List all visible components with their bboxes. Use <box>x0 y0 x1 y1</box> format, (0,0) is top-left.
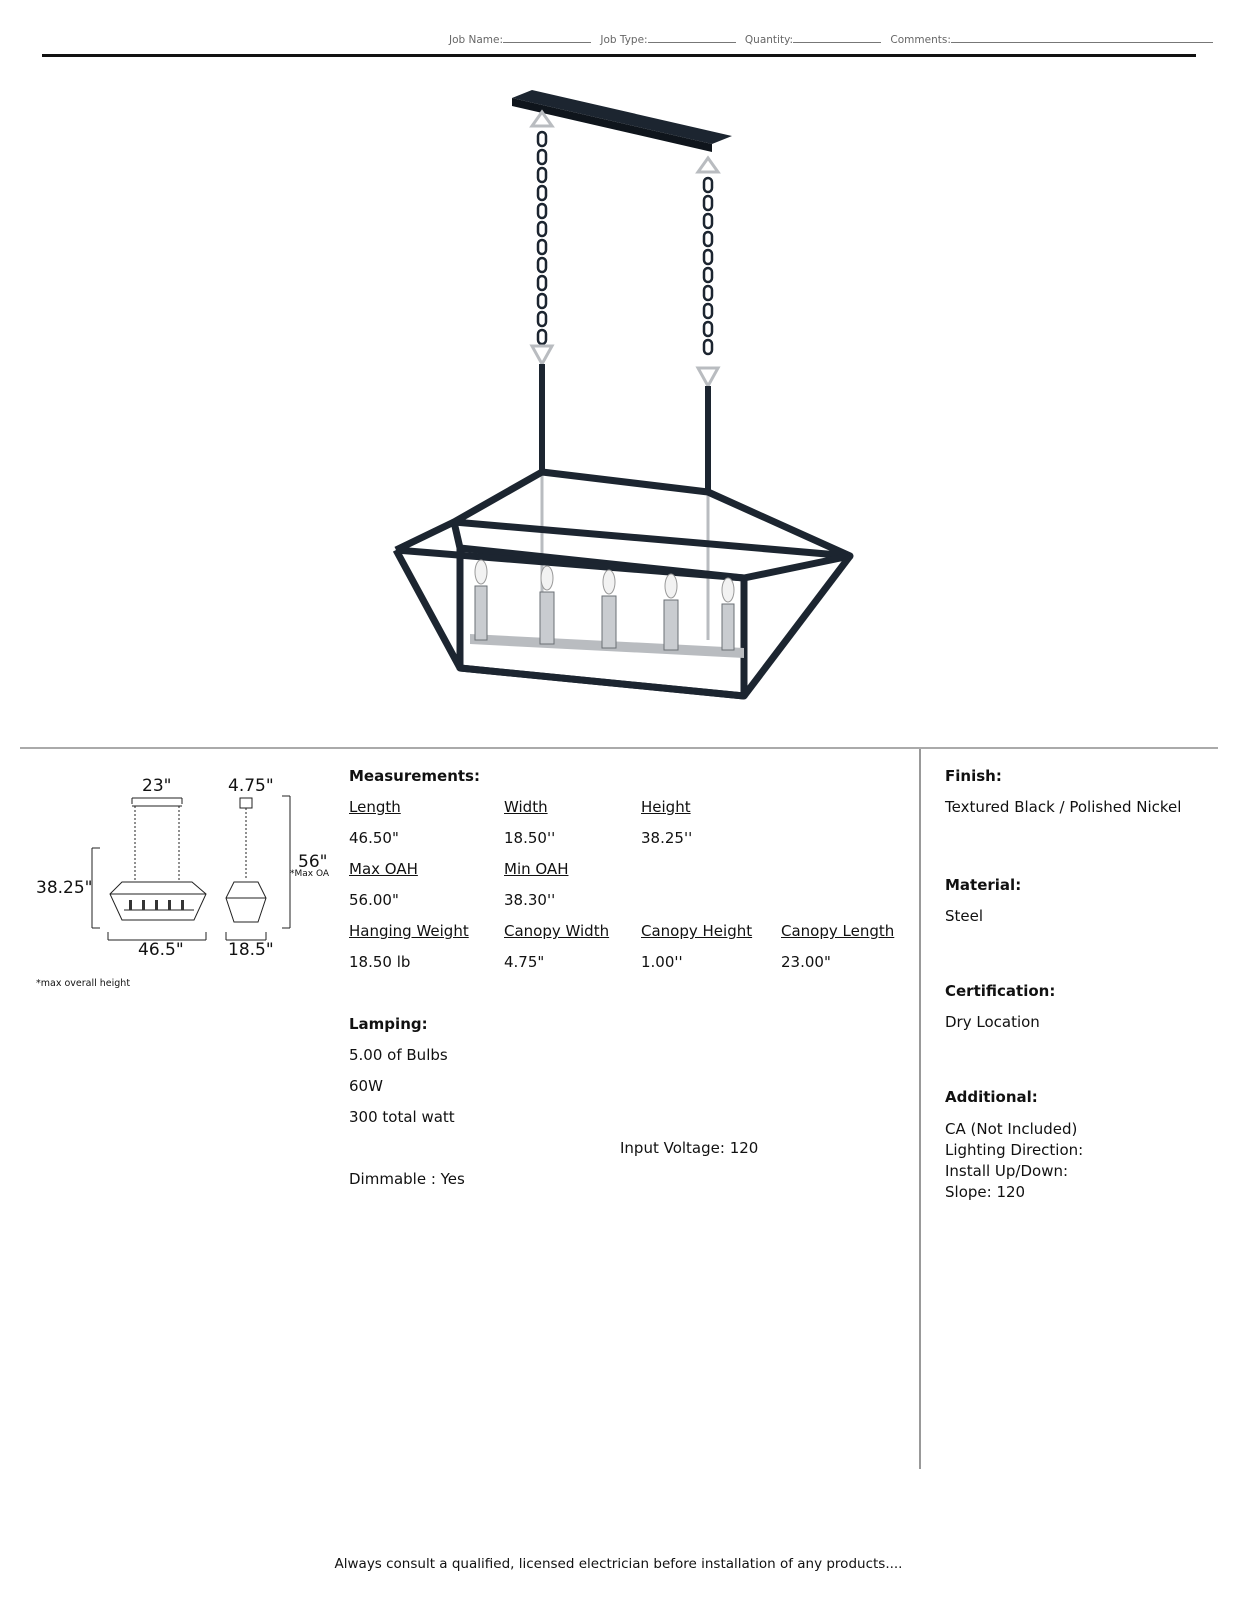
canopy-width-value: 4.75" <box>504 953 545 971</box>
additional-line: Lighting Direction: <box>945 1141 1084 1159</box>
header-rule <box>42 54 1196 57</box>
lamping-heading: Lamping: <box>349 1015 428 1033</box>
max-oah-label: Max OAH <box>349 860 418 878</box>
job-name-field[interactable] <box>449 33 591 46</box>
lamping-wattage: 60W <box>349 1077 383 1095</box>
canopy-height-value: 1.00'' <box>641 953 683 971</box>
input-voltage: Input Voltage: 120 <box>620 1139 759 1157</box>
measurements-heading: Measurements: <box>349 767 480 785</box>
column-divider <box>919 749 921 1469</box>
length-value: 46.50" <box>349 829 399 847</box>
min-oah-value: 38.30'' <box>504 891 556 909</box>
height-label: Height <box>641 798 691 816</box>
diagram-max-oa-note: *Max OA <box>290 869 330 879</box>
diagram-footnote: *max overall height <box>36 978 131 989</box>
dimmable: Dimmable : Yes <box>349 1170 465 1188</box>
additional-line: CA (Not Included) <box>945 1120 1078 1138</box>
job-info-header <box>449 33 1194 46</box>
job-name-label: Job Name: <box>449 34 504 46</box>
width-value: 18.50'' <box>504 829 556 847</box>
job-type-label: Job Type: <box>600 34 648 46</box>
job-type-field[interactable] <box>600 33 735 46</box>
diagram-height: 38.25" <box>36 878 93 898</box>
comments-field[interactable] <box>890 33 1212 46</box>
hanging-weight-value: 18.50 lb <box>349 953 411 971</box>
section-rule <box>20 747 1218 749</box>
diagram-max-oa: 56" <box>298 852 328 872</box>
min-oah-label: Min OAH <box>504 860 569 878</box>
canopy-height-label: Canopy Height <box>641 922 753 940</box>
additional-list <box>945 1119 1083 1203</box>
dimensions-diagram <box>30 760 335 990</box>
product-photo <box>340 80 900 720</box>
additional-heading: Additional: <box>945 1088 1038 1106</box>
finish-value: Textured Black / Polished Nickel <box>945 798 1182 816</box>
width-label: Width <box>504 798 548 816</box>
hanging-weight-label: Hanging Weight <box>349 922 469 940</box>
length-label: Length <box>349 798 401 816</box>
certification-heading: Certification: <box>945 982 1056 1000</box>
comments-label: Comments: <box>890 34 951 46</box>
diagram-length: 46.5" <box>138 940 184 960</box>
additional-line: Slope: 120 <box>945 1183 1026 1201</box>
material-value: Steel <box>945 907 984 925</box>
certification-value: Dry Location <box>945 1013 1040 1031</box>
additional-line: Install Up/Down: <box>945 1162 1069 1180</box>
lamping-total: 300 total watt <box>349 1108 455 1126</box>
canopy-length-label: Canopy Length <box>781 922 895 940</box>
diagram-width: 18.5" <box>228 940 274 960</box>
footer-disclaimer: Always consult a qualified, licensed electrician before installation of any products.... <box>334 1556 903 1572</box>
diagram-canopy-length: 23" <box>142 776 172 796</box>
material-heading: Material: <box>945 876 1022 894</box>
finish-heading: Finish: <box>945 767 1002 785</box>
quantity-field[interactable] <box>745 33 881 46</box>
height-value: 38.25'' <box>641 829 693 847</box>
quantity-label: Quantity: <box>744 34 794 46</box>
canopy-width-label: Canopy Width <box>504 922 610 940</box>
max-oah-value: 56.00" <box>349 891 399 909</box>
canopy-length-value: 23.00" <box>781 953 831 971</box>
diagram-canopy-width: 4.75" <box>228 776 274 796</box>
lamping-bulbs: 5.00 of Bulbs <box>349 1046 448 1064</box>
